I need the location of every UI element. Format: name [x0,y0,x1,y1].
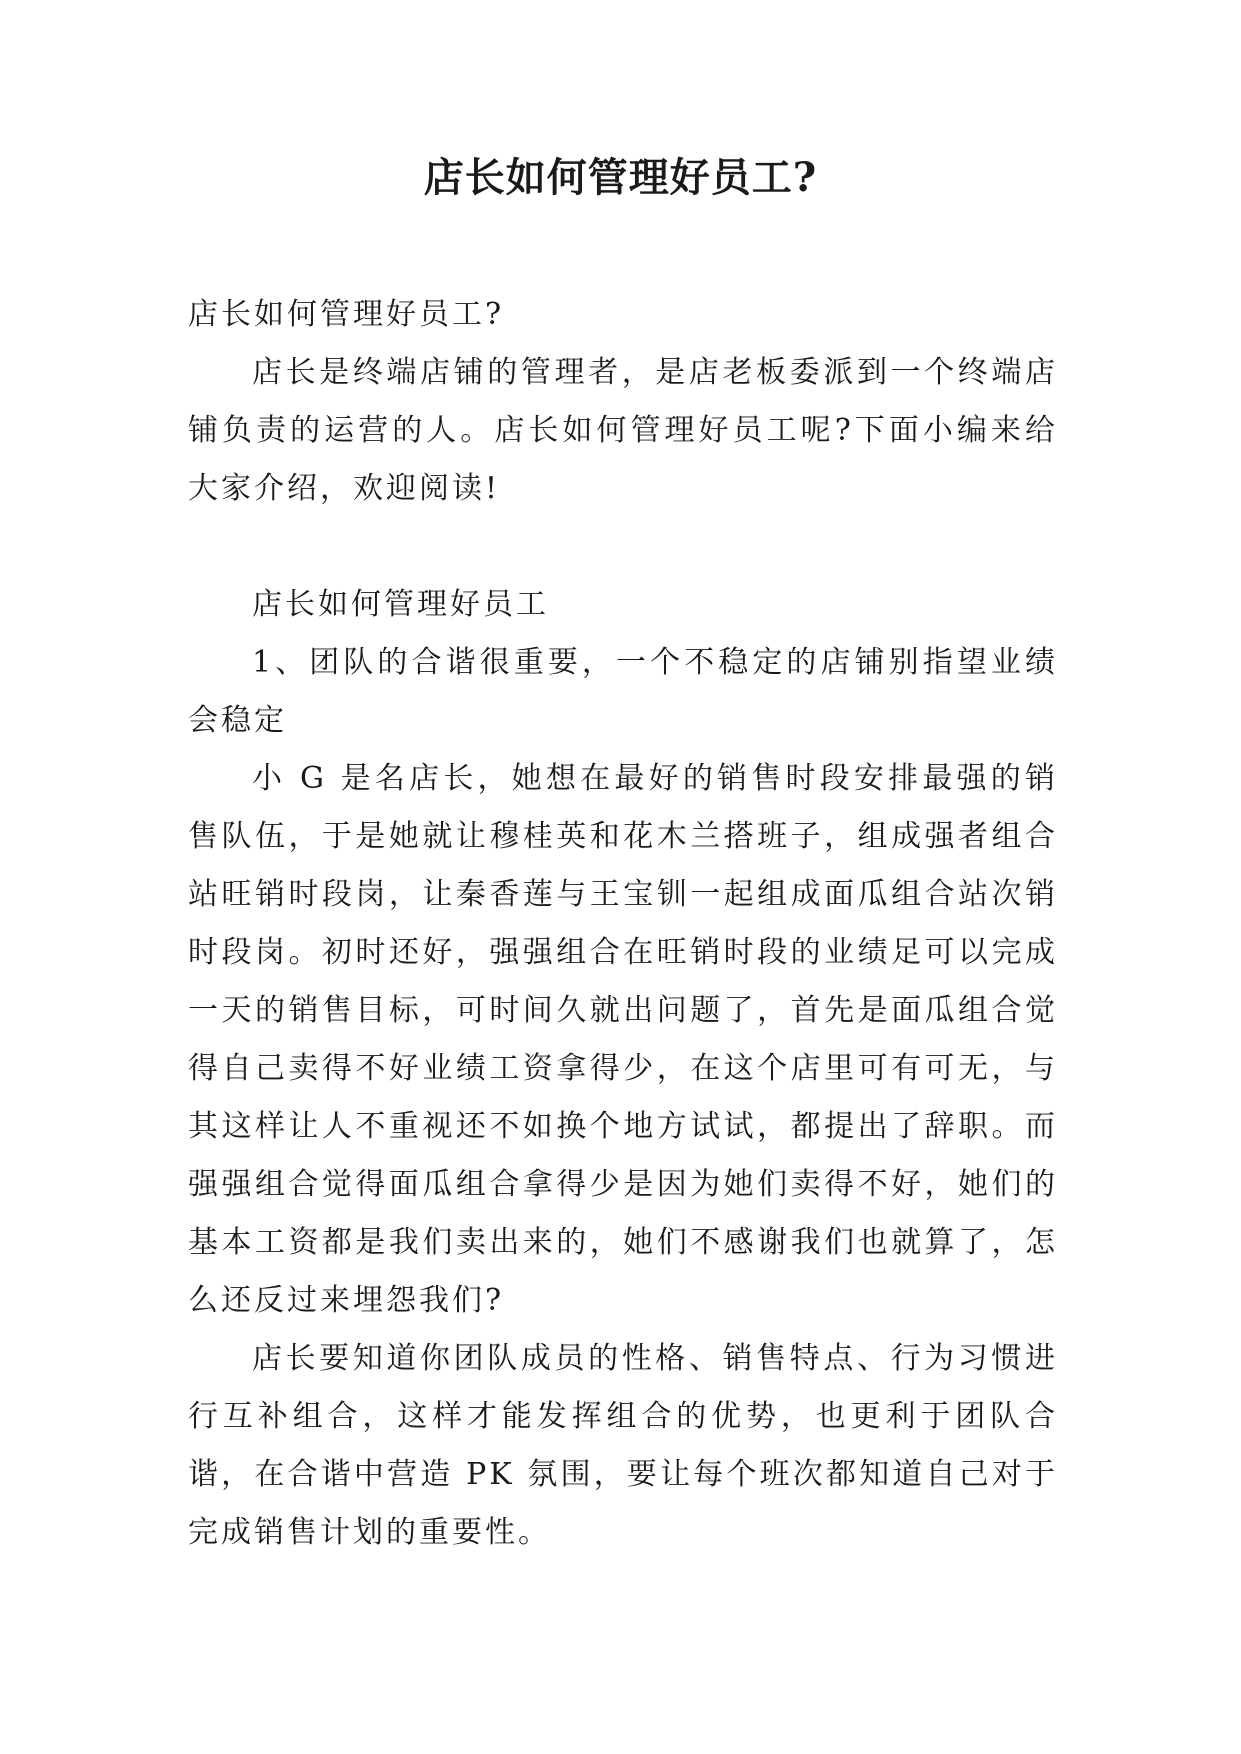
point-heading-1: 1、团队的合谐很重要，一个不稳定的店铺别指望业绩会稳定 [188,645,1058,738]
intro-heading: 店长如何管理好员工? [188,297,505,332]
paragraph-spacer [188,518,1058,576]
story-paragraph: 小 G 是名店长，她想在最好的销售时段安排最强的销售队伍，于是她就让穆桂英和花木兰搭班子，组成强者组合站旺销时段岗，让秦香莲与王宝钏一起组成面瓜组合站次销时段岗。初时还好，强强组合在旺销时段的业绩足可以完成一天的销售目标，可时间久就出问题了，首先是面瓜组合觉得自己卖得不好业绩工资拿得少，在这个店里可有可无，与其这样让人不重视还不如换个地方试试，都提出了辞职。而强强组合觉得面瓜组合拿得少是因为她们卖得不好，她们的基本工资都是我们卖出来的，她们不感谢我们也就算了，怎么还反过来埋怨我们? [188,761,1058,1318]
advice-paragraph: 店长要知道你团队成员的性格、销售特点、行为习惯进行互补组合，这样才能发挥组合的优势，也更利于团队合谐，在合谐中营造 PK 氛围，要让每个班次都知道自己对于完成销售计划的重要性。 [188,1341,1058,1550]
document-body [188,286,1058,1562]
section-heading: 店长如何管理好员工 [252,587,549,622]
intro-paragraph: 店长是终端店铺的管理者，是店老板委派到一个终端店铺负责的运营的人。店长如何管理好员工呢?下面小编来给大家介绍，欢迎阅读! [188,355,1058,506]
document-title: 店长如何管理好员工? [423,154,818,201]
